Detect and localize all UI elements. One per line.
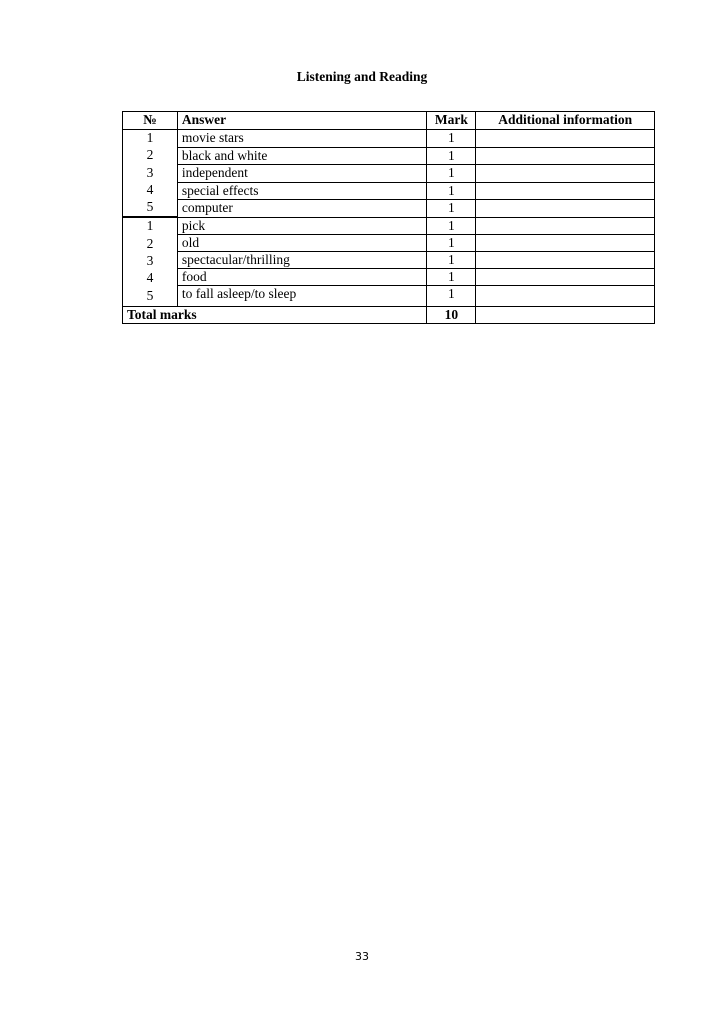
table-row xyxy=(123,147,655,165)
table-row xyxy=(123,268,655,285)
row-number: 4 xyxy=(146,181,154,197)
info-cell xyxy=(476,268,655,285)
page-title: Listening and Reading xyxy=(296,69,428,84)
info-cell xyxy=(476,182,655,200)
row-number: 2 xyxy=(146,147,154,163)
row-number: 5 xyxy=(146,287,154,303)
table-row xyxy=(123,182,655,200)
answer-cell: movie stars xyxy=(177,130,427,148)
mark-cell: 1 xyxy=(427,200,476,218)
row-number: 3 xyxy=(146,164,154,180)
mark-cell: 1 xyxy=(427,147,476,165)
answer-cell: pick xyxy=(177,217,427,234)
mark-cell: 1 xyxy=(427,268,476,285)
table-row xyxy=(123,251,655,268)
row-number: 5 xyxy=(146,199,154,215)
answer-cell: independent xyxy=(177,165,427,183)
table-row xyxy=(123,285,655,306)
page-number: 33 xyxy=(355,950,369,963)
info-cell xyxy=(476,147,655,165)
total-label: Total marks xyxy=(123,306,427,323)
table-row xyxy=(123,200,655,218)
header-mark: Mark xyxy=(427,112,476,130)
table-header-row xyxy=(123,112,655,130)
total-value: 10 xyxy=(427,306,476,323)
mark-cell: 1 xyxy=(427,165,476,183)
info-cell xyxy=(476,217,655,234)
info-cell xyxy=(476,234,655,251)
info-cell xyxy=(476,130,655,148)
answer-cell: special effects xyxy=(177,182,427,200)
mark-cell: 1 xyxy=(427,217,476,234)
number-cell-group-2 xyxy=(123,217,178,306)
header-answer: Answer xyxy=(177,112,427,130)
answer-cell: spectacular/thrilling xyxy=(177,251,427,268)
info-cell xyxy=(476,165,655,183)
mark-cell: 1 xyxy=(427,234,476,251)
answers-table xyxy=(122,111,655,324)
info-cell xyxy=(476,306,655,323)
mark-cell: 1 xyxy=(427,130,476,148)
answer-cell: old xyxy=(177,234,427,251)
table-row xyxy=(123,130,655,148)
table-row xyxy=(123,234,655,251)
row-number: 1 xyxy=(146,218,154,234)
total-row xyxy=(123,306,655,323)
row-number: 1 xyxy=(146,130,154,145)
answer-cell: to fall asleep/to sleep xyxy=(177,285,427,306)
mark-cell: 1 xyxy=(427,251,476,268)
row-number: 4 xyxy=(146,270,154,286)
mark-cell: 1 xyxy=(427,285,476,306)
header-additional-info: Additional information xyxy=(476,112,655,130)
table-row xyxy=(123,217,655,234)
number-cell-group-1 xyxy=(123,130,178,218)
info-cell xyxy=(476,200,655,218)
header-number: № xyxy=(123,112,178,130)
table-row xyxy=(123,165,655,183)
answer-cell: black and white xyxy=(177,147,427,165)
answer-cell: food xyxy=(177,268,427,285)
answer-cell: computer xyxy=(177,200,427,218)
row-number: 2 xyxy=(146,235,154,251)
mark-cell: 1 xyxy=(427,182,476,200)
info-cell xyxy=(476,251,655,268)
row-number: 3 xyxy=(146,253,154,269)
info-cell xyxy=(476,285,655,306)
